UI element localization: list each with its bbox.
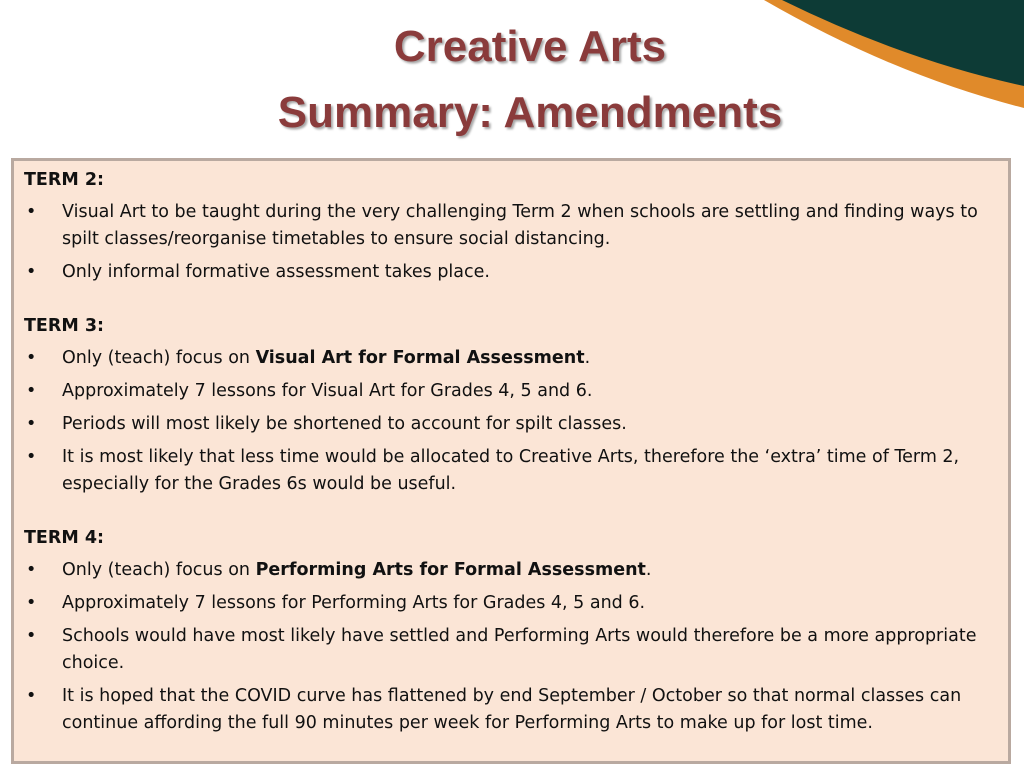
bullet-item [24, 199, 998, 253]
bullet-text: Only (teach) focus on [62, 560, 256, 580]
bullet-item [24, 590, 998, 617]
bullet-list [24, 199, 998, 286]
bullet-text-end: . [645, 560, 652, 580]
bullet-text: Only (teach) focus on [62, 348, 256, 368]
bullet-text-end: . [584, 348, 591, 368]
bullet-text: Visual Art to be taught during the very challenging Term 2 when schools are settling and finding ways to spilt classes/reorganise timetables to ensure social distancing. [62, 202, 978, 249]
bullet-text: Schools would have most likely have settled and Performing Arts would therefore be a more appropriate choice. [62, 626, 977, 673]
bullet-text: It is hoped that the COVID curve has flattened by end September / October so that normal classes can continue affording the full 90 minutes per week for Performing Arts to make up for lost time. [62, 686, 962, 733]
bullet-item [24, 683, 998, 737]
title-line-1: Creative Arts [393, 22, 667, 71]
term-2-section [24, 167, 998, 286]
bullet-text: Only informal formative assessment takes place. [62, 262, 490, 282]
title-line-2: Summary: Amendments [277, 88, 783, 137]
term-3-section [24, 313, 998, 498]
bullet-item [24, 259, 998, 286]
bullet-text: Periods will most likely be shortened to account for spilt classes. [62, 414, 627, 434]
bullet-list [24, 557, 998, 737]
bullet-text: Approximately 7 lessons for Performing Arts for Grades 4, 5 and 6. [62, 593, 646, 613]
bullet-item [24, 345, 998, 372]
bullet-text: It is most likely that less time would be allocated to Creative Arts, therefore the ‘extra’ time of Term 2, especially for the Grades 6s would be useful. [62, 447, 960, 494]
bullet-item [24, 557, 998, 584]
bullet-item [24, 411, 998, 438]
term-4-section [24, 525, 998, 737]
bullet-list [24, 345, 998, 498]
amendments-content-box [11, 158, 1011, 764]
term-heading: TERM 4: [24, 528, 105, 548]
bullet-emphasis: Visual Art for Formal Assessment [255, 348, 585, 368]
term-heading: TERM 3: [24, 316, 105, 336]
slide-title [0, 14, 1024, 146]
bullet-item [24, 444, 998, 498]
bullet-item [24, 378, 998, 405]
bullet-item [24, 623, 998, 677]
bullet-emphasis: Performing Arts for Formal Assessment [255, 560, 646, 580]
bullet-text: Approximately 7 lessons for Visual Art for Grades 4, 5 and 6. [62, 381, 593, 401]
term-heading: TERM 2: [24, 170, 105, 190]
